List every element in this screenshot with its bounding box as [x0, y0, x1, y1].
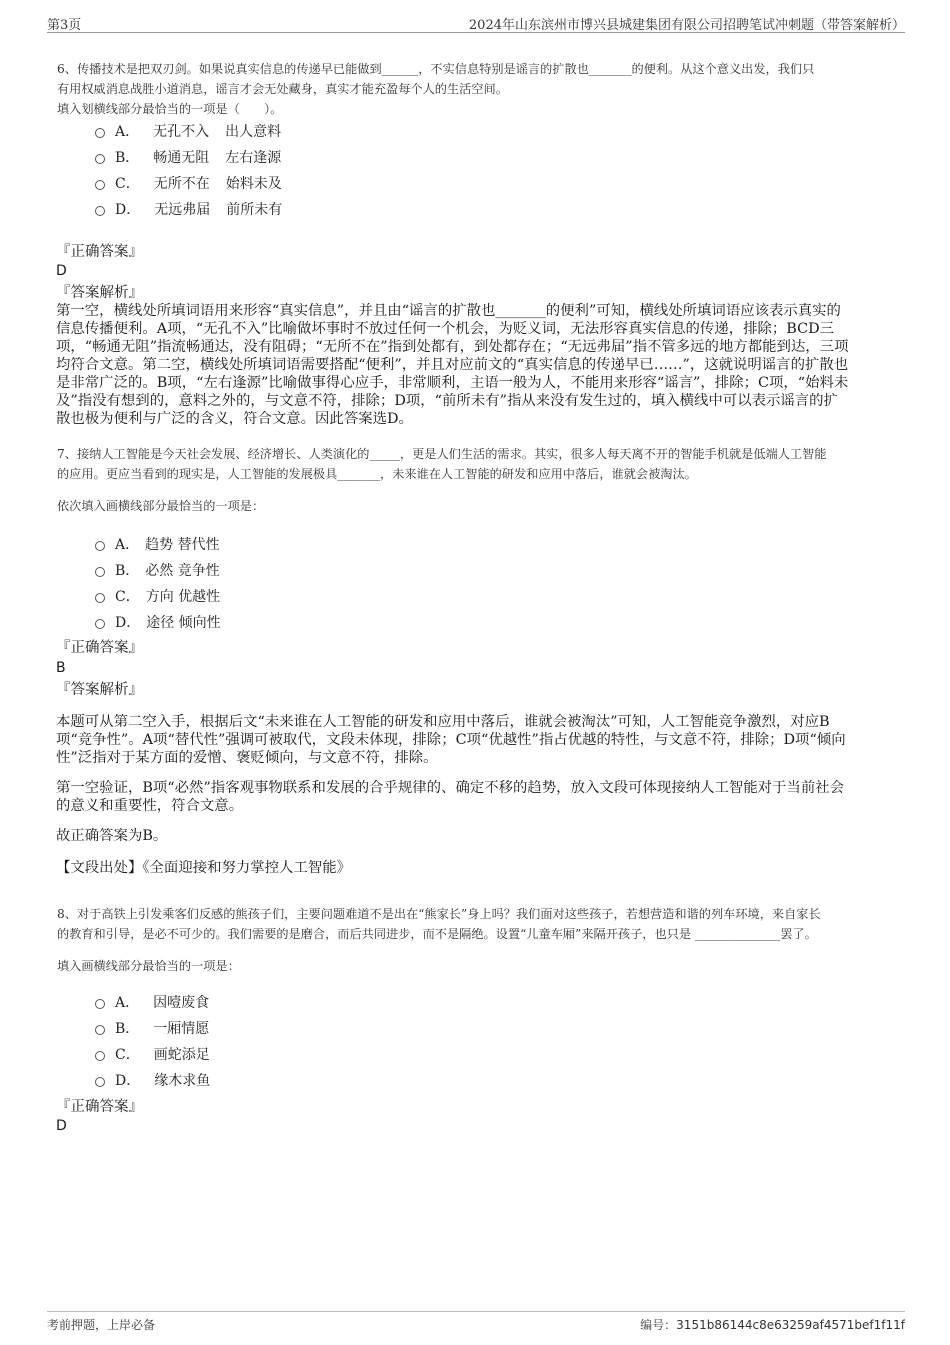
question-8-options: [95, 989, 495, 1093]
answer-label: 『正确答案』: [56, 244, 143, 260]
question-6-prompt: 填入划横线部分最恰当的一项是（ ）。: [57, 102, 283, 116]
question-6-analysis: 『答案解析』 第一空，横线处所填词语用来形容“真实信息”，并且由“谣言的扩散也_______的便利”可知，横线处所填词语应该表示真实的 信息传播便利。A项，“无孔不入”比喻做坏事时不放过任何一个机会，为贬义词，无法形容真实信息的传递，排除；BCD三 项，“畅通无阻”指流畅通达，没有阻碍；“无所不在”指到处都有，到处都存在；“无远弗届”指不管多远的地方都能到达，三项 均符合文意。第二空，横线处所填词语需要搭配“便利”，并且对应前文的“真实信息的传递早已……”，这就说明谣言的扩散也 是非常广泛的。B项，“左右逢源”比喻做事得心应手，非常顺利，主语一般为人，不能用来形容“谣言”，排除；C项，“始料未 及”指没有想到的，意料之外的，与文意不符，排除；D项，“前所未有”指从来没有发生过的，填入横线中可以表示谣言的扩 散也极为便利与广泛的含义，符合文意。因此答案选D。: [56, 284, 890, 428]
answer-label: 『正确答案』: [56, 640, 143, 656]
radio-icon[interactable]: [95, 541, 105, 551]
question-6-line-1: 6、传播技术是把双刃剑。如果说真实信息的传递早已能做到______，不实信息特别是谣言的扩散也_______的便利。从这个意义出发，我们只: [57, 62, 815, 76]
question-8-line-1: 8、对于高铁上引发乘客们反感的熊孩子们，主要问题难道不是出在“熊家长”身上吗？我们面对这些孩子，若想营造和谐的列车环境，来自家长: [57, 907, 821, 921]
page-header: [47, 12, 905, 33]
analysis-label: 『答案解析』: [56, 285, 143, 301]
question-8-option-a[interactable]: A． 因噎废食: [95, 989, 495, 1015]
question-7-stem: [57, 444, 907, 516]
radio-icon[interactable]: [95, 1077, 105, 1087]
question-6-line-2: 有用权威消息战胜小道消息，谣言才会无处藏身，真实才能充盈每个人的生活空间。: [57, 82, 508, 96]
question-7-prompt: 依次填入画横线部分最恰当的一项是：: [57, 499, 265, 513]
radio-icon[interactable]: [95, 154, 105, 164]
answer-value: B: [56, 660, 66, 676]
question-8-line-2: 的教育和引导，是必不可少的。我们需要的是磨合，而后共同进步，而不是隔绝。设置“儿童车厢”来隔开孩子，也只是 ______________罢了。: [57, 927, 817, 941]
radio-icon[interactable]: [95, 593, 105, 603]
document-title: 2024年山东滨州市博兴县城建集团有限公司招聘笔试冲刺题（带答案解析）: [468, 18, 905, 33]
page-number: 第3页: [47, 18, 82, 33]
question-8-option-b[interactable]: B． 一厢情愿: [95, 1015, 495, 1041]
question-7-options: [95, 531, 495, 635]
question-8-option-c[interactable]: C． 画蛇添足: [95, 1041, 495, 1067]
question-7-source: 【文段出处】《全面迎接和努力掌控人工智能》: [56, 860, 352, 876]
radio-icon[interactable]: [95, 128, 105, 138]
radio-icon[interactable]: [95, 1051, 105, 1061]
question-6-options: [95, 118, 495, 222]
question-8-answer: [56, 1098, 890, 1135]
answer-value: D: [56, 263, 67, 279]
question-7-conclusion: 故正确答案为B。: [56, 828, 168, 844]
question-7-option-b[interactable]: B． 必然 竞争性: [95, 557, 495, 583]
question-8-prompt: 填入画横线部分最恰当的一项是：: [57, 959, 240, 973]
question-7-analysis: 本题可从第二空入手，根据后文“未来谁在人工智能的研发和应用中落后，谁就会被淘汰”可知，人工智能竞争激烈，对应B 项“竞争性”。A项“替代性”强调可被取代，文段未体现，排除；C项“优越性”指占优越的特性，与文意不符，排除；D项“倾向 性”泛指对于某方面的爱憎、褒贬倾向，与文意不符，排除。 第一空验证，B项“必然”指客观事物联系和发展的合乎规律的、确定不移的趋势，放入文段可体现接纳人工智能对于当前社会 的意义和重要性，符合文意。 故正确答案为B。 【文段出处】《全面迎接和努力掌控人工智能》: [56, 713, 890, 877]
radio-icon[interactable]: [95, 999, 105, 1009]
question-7-option-a[interactable]: A． 趋势 替代性: [95, 531, 495, 557]
question-6-option-a[interactable]: A． 无孔不入 出人意料: [95, 118, 495, 144]
question-8-option-d[interactable]: D． 缘木求鱼: [95, 1067, 495, 1093]
question-8-stem: [57, 904, 907, 976]
analysis-label: 『答案解析』: [56, 682, 143, 698]
radio-icon[interactable]: [95, 619, 105, 629]
page-footer: [47, 1311, 905, 1332]
document-code: 编号：3151b86144c8e63259af4571bef1f11f: [640, 1318, 905, 1332]
question-6-option-b[interactable]: B． 畅通无阻 左右逢源: [95, 144, 495, 170]
question-7-line-2: 的应用。更应当看到的现实是，人工智能的发展极具_______，未来谁在人工智能的研发和应用中落后，谁就会被淘汰。: [57, 467, 697, 481]
question-6-stem: [57, 59, 907, 119]
question-7-option-c[interactable]: C． 方向 优越性: [95, 583, 495, 609]
radio-icon[interactable]: [95, 1025, 105, 1035]
radio-icon[interactable]: [95, 180, 105, 190]
question-6-option-d[interactable]: D． 无远弗届 前所未有: [95, 196, 495, 222]
question-7-line-1: 7、接纳人工智能是今天社会发展、经济增长、人类演化的_____，更是人们生活的需求。其实，很多人每天离不开的智能手机就是低端人工智能: [57, 447, 827, 461]
answer-label: 『正确答案』: [56, 1099, 143, 1115]
question-7-answer: [56, 639, 890, 699]
radio-icon[interactable]: [95, 567, 105, 577]
footer-slogan: 考前押题，上岸必备: [47, 1318, 156, 1332]
question-7-option-d[interactable]: D． 途径 倾向性: [95, 609, 495, 635]
question-6-answer: [56, 243, 890, 280]
answer-value: D: [56, 1118, 67, 1134]
radio-icon[interactable]: [95, 206, 105, 216]
question-6-option-c[interactable]: C． 无所不在 始料未及: [95, 170, 495, 196]
